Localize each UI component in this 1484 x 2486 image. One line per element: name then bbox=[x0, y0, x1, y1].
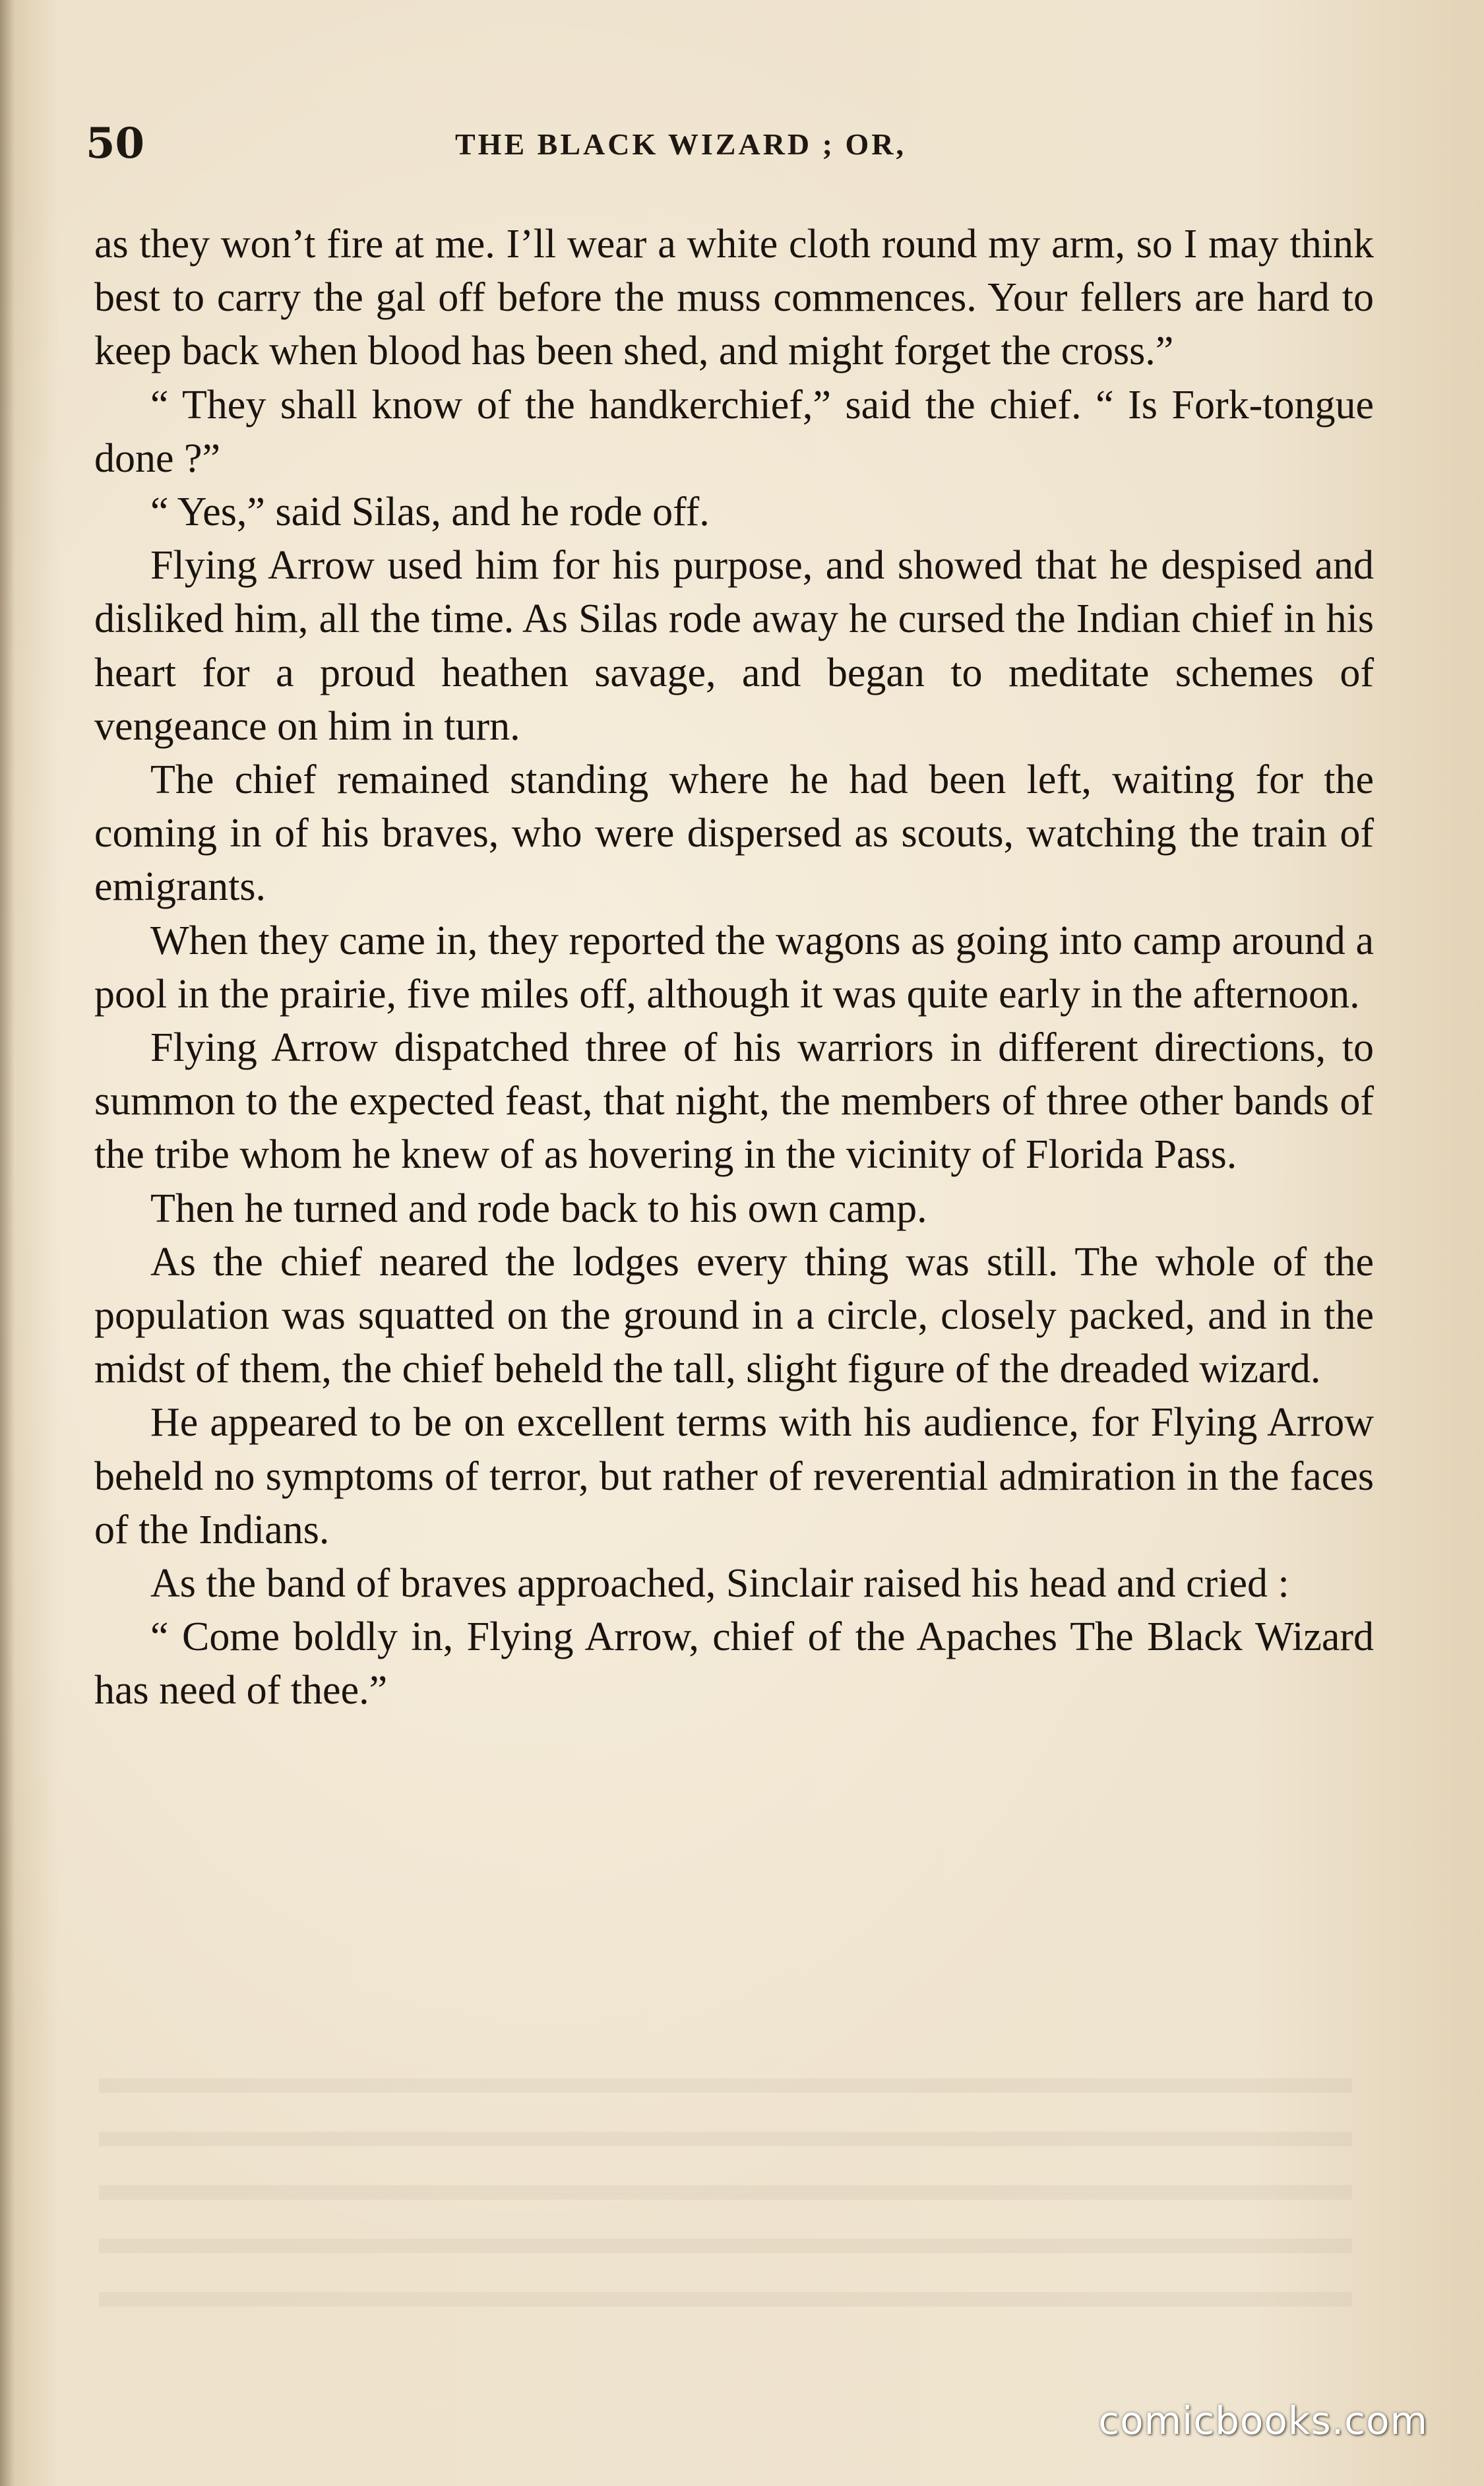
paragraph: As the chief neared the lodges every thing was still. The whole of the population was squatted on the ground in a circle, closely packed, and in the midst of them, the chief beheld the tall, slight figure of the dreaded wizard. bbox=[94, 1239, 1374, 1392]
paragraph: The chief remained standing where he had been left, waiting for the coming in of his braves, who were dispersed as scouts, watching the train of emigrants. bbox=[94, 757, 1374, 910]
paragraph: When they came in, they reported the wagons as going into camp around a pool in the prairie, five miles off, although it was quite early in the afternoon. bbox=[94, 918, 1374, 1017]
watermark: comicbooks.com bbox=[1098, 2398, 1428, 2443]
paragraph: “ Come boldly in, Flying Arrow, chief of the Apaches The Black Wizard has need of thee.” bbox=[94, 1614, 1374, 1713]
page-header bbox=[86, 119, 1372, 178]
show-through-bleed bbox=[99, 2078, 1352, 2342]
page-number: 50 bbox=[86, 119, 145, 168]
paragraph: Then he turned and rode back to his own camp. bbox=[150, 1186, 927, 1231]
paragraph: Flying Arrow used him for his purpose, and showed that he despised and disliked him, all the time. As Silas rode away he cursed the Indian chief in his heart for a proud heathen savage, and began to meditate schemes of vengeance on him in turn. bbox=[94, 543, 1374, 749]
paragraph: As the band of braves approached, Sinclair raised his head and cried : bbox=[150, 1561, 1289, 1607]
spine-shadow bbox=[0, 0, 15, 2486]
running-head: THE BLACK WIZARD ; OR, bbox=[455, 127, 906, 161]
body-text bbox=[94, 218, 1374, 1718]
paragraph: “ They shall know of the handkerchief,” said the chief. “ Is Fork-tongue done ?” bbox=[94, 382, 1374, 481]
paragraph: Flying Arrow dispatched three of his warriors in different directions, to summon to the expected feast, that night, the members of three other bands of the tribe whom he knew of as hovering in the vicinity of Florida Pass. bbox=[94, 1025, 1374, 1178]
paragraph: He appeared to be on excellent terms with his audience, for Flying Arrow beheld no symptoms of terror, but rather of reverential admiration in the faces of the Indians. bbox=[94, 1400, 1374, 1552]
paragraph: “ Yes,” said Silas, and he rode off. bbox=[150, 490, 710, 535]
paragraph: as they won’t fire at me. I’ll wear a white cloth round my arm, so I may think best to carry the gal off before the muss commences. Your fellers are hard to keep back when blood has been shed, and might forget the cross.” bbox=[94, 222, 1374, 374]
